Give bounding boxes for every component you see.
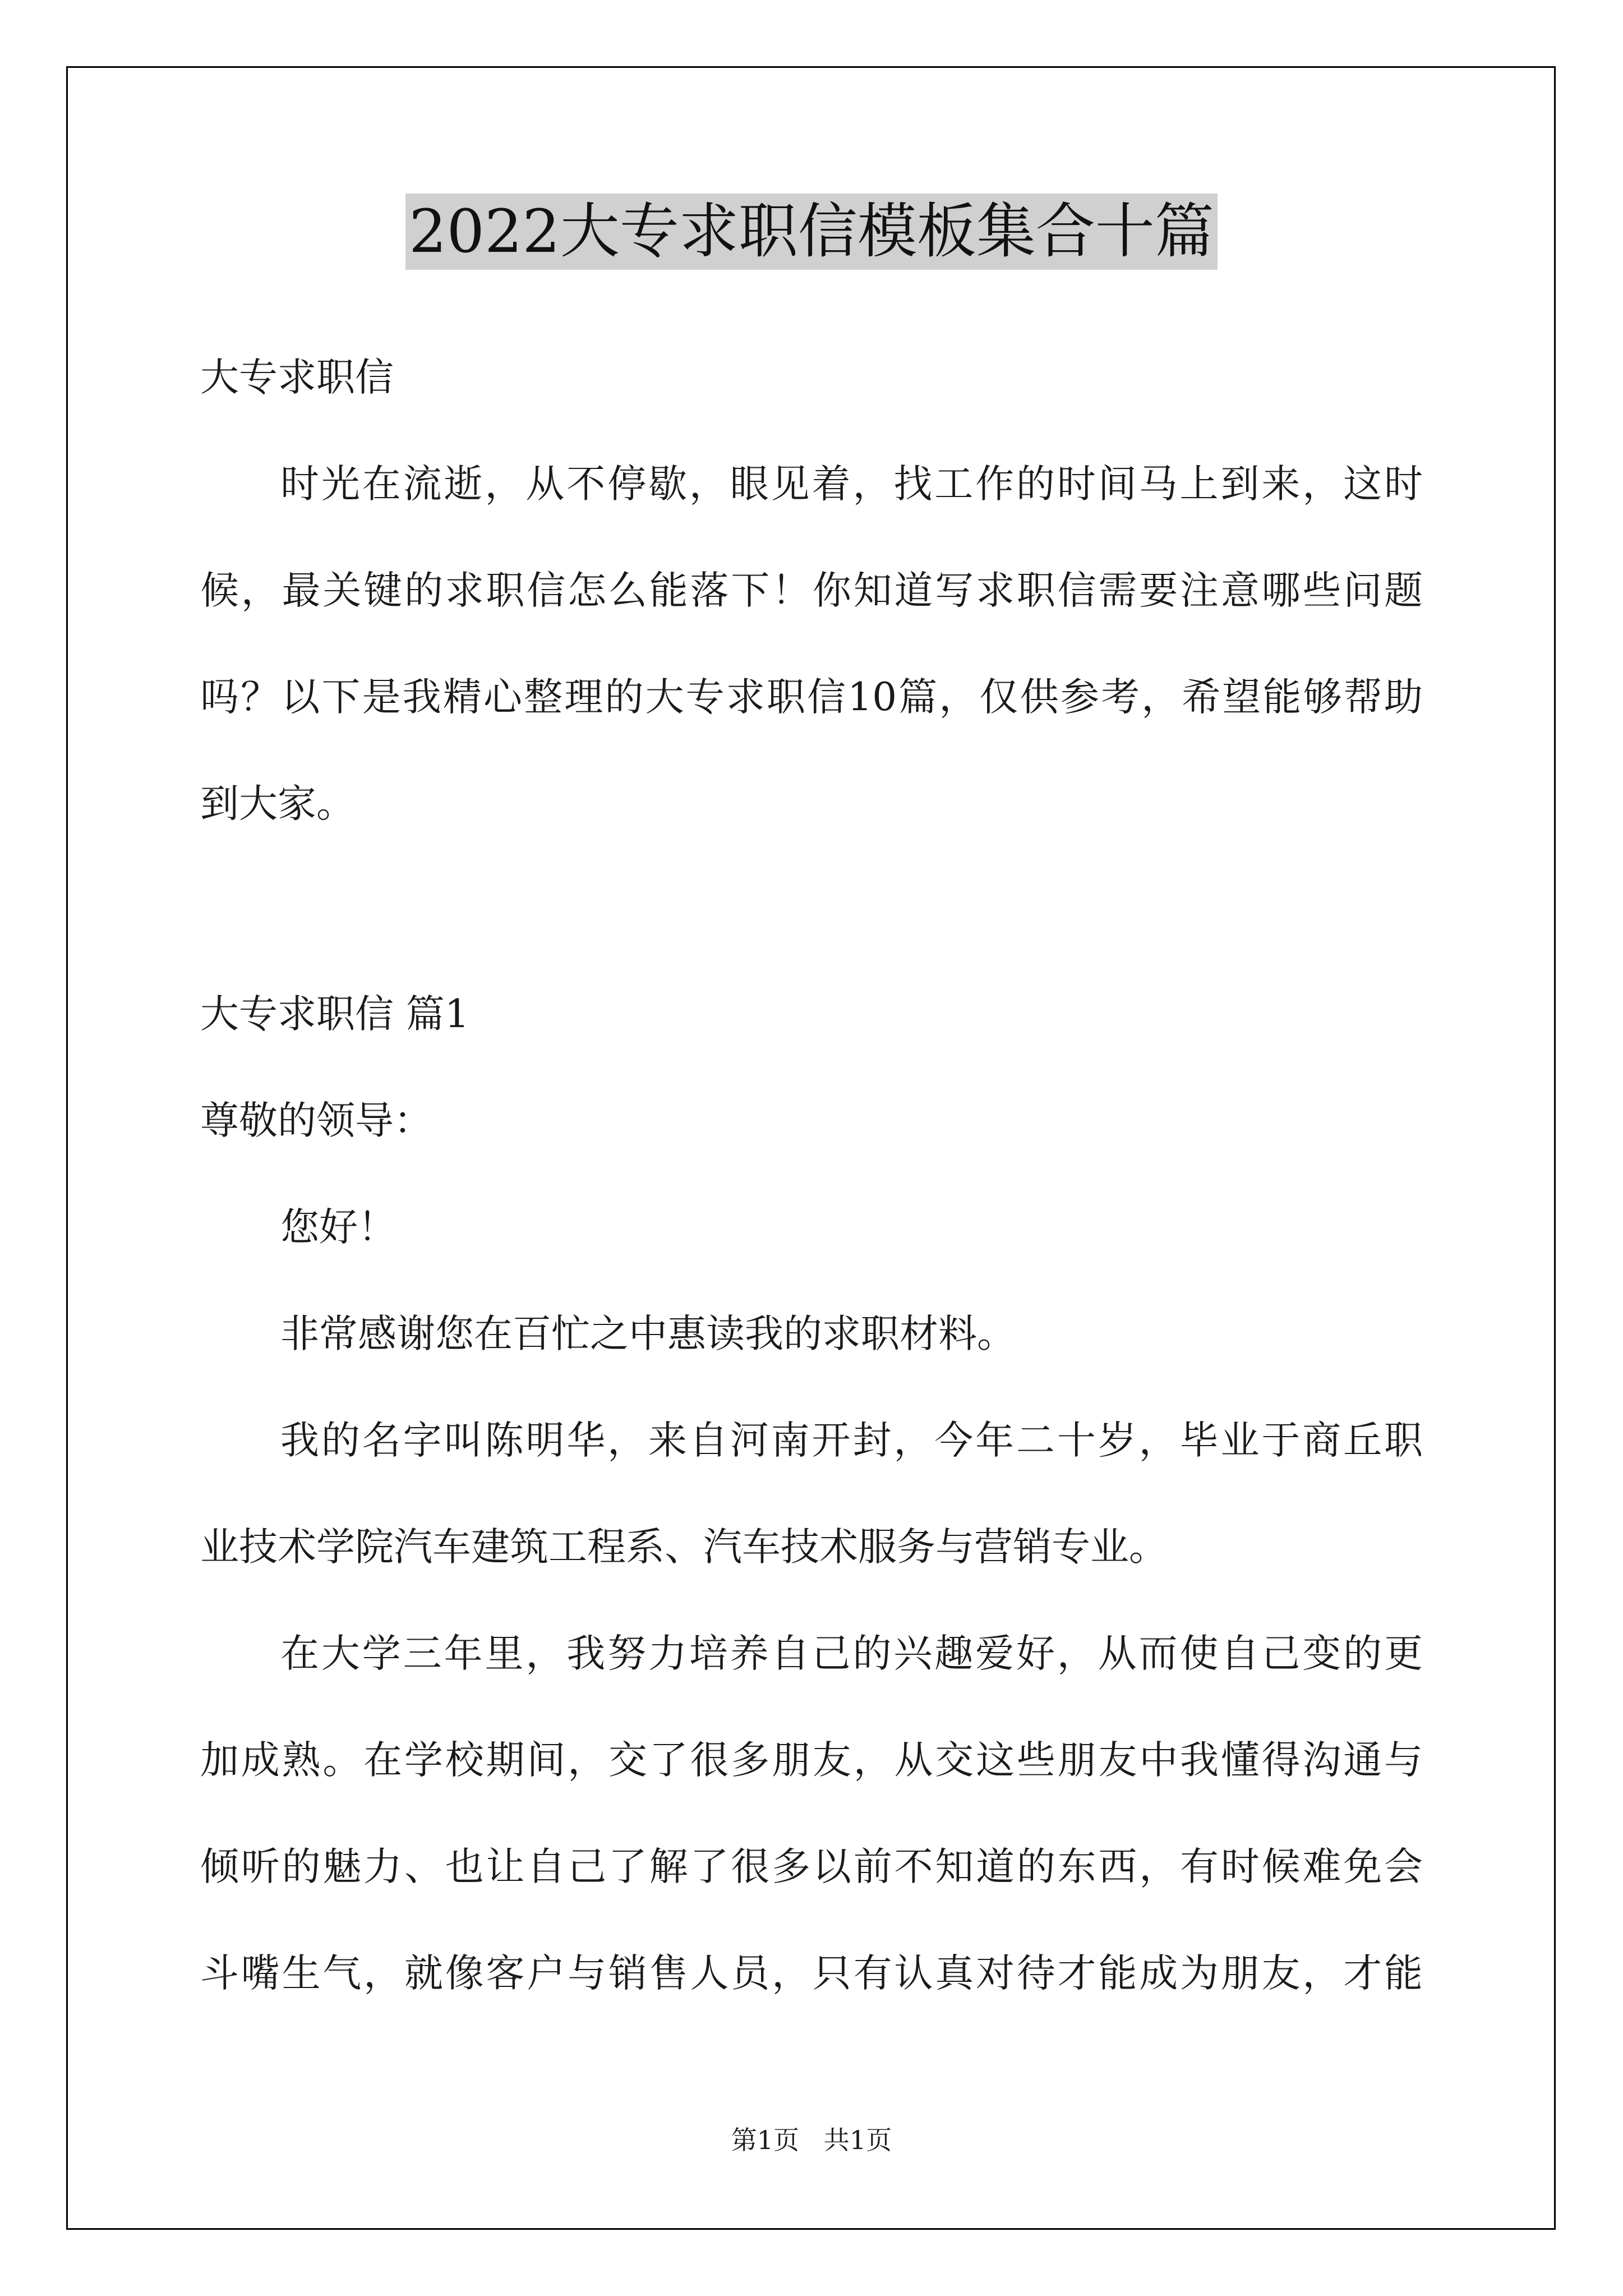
salutation: 尊敬的领导： bbox=[200, 1098, 432, 1143]
paragraph-line: 我的名字叫陈明华，来自河南开封，今年二十岁，毕业于商丘职 bbox=[280, 1418, 1423, 1463]
paragraph-line: 吗？以下是我精心整理的大专求职信10篇，仅供参考，希望能够帮助 bbox=[200, 675, 1423, 720]
paragraph-line: 在大学三年里，我努力培养自己的兴趣爱好，从而使自己变的更 bbox=[280, 1631, 1423, 1676]
page-footer: 第1页 共1页 bbox=[731, 2125, 892, 2155]
paragraph-line: 到大家。 bbox=[200, 781, 355, 826]
section-heading: 大专求职信 bbox=[200, 355, 394, 400]
title-container bbox=[0, 194, 1623, 270]
paragraph-line: 候，最关键的求职信怎么能落下！你知道写求职信需要注意哪些问题 bbox=[200, 568, 1423, 613]
paragraph-line: 加成熟。在学校期间，交了很多朋友，从交这些朋友中我懂得沟通与 bbox=[200, 1738, 1423, 1783]
paragraph-line: 非常感谢您在百忙之中惠读我的求职材料。 bbox=[280, 1312, 1016, 1356]
paragraph-line: 业技术学院汽车建筑工程系、汽车技术服务与营销专业。 bbox=[200, 1525, 1168, 1570]
document-title: 2022大专求职信模板集合十篇 bbox=[405, 194, 1218, 270]
letter-heading: 大专求职信 篇1 bbox=[200, 992, 469, 1037]
greeting: 您好！ bbox=[280, 1205, 396, 1250]
paragraph-line: 斗嘴生气，就像客户与销售人员，只有认真对待才能成为朋友，才能 bbox=[200, 1951, 1423, 1996]
paragraph-line: 倾听的魅力、也让自己了解了很多以前不知道的东西，有时候难免会 bbox=[200, 1844, 1423, 1889]
paragraph-line: 时光在流逝，从不停歇，眼见着，找工作的时间马上到来，这时 bbox=[280, 462, 1423, 507]
